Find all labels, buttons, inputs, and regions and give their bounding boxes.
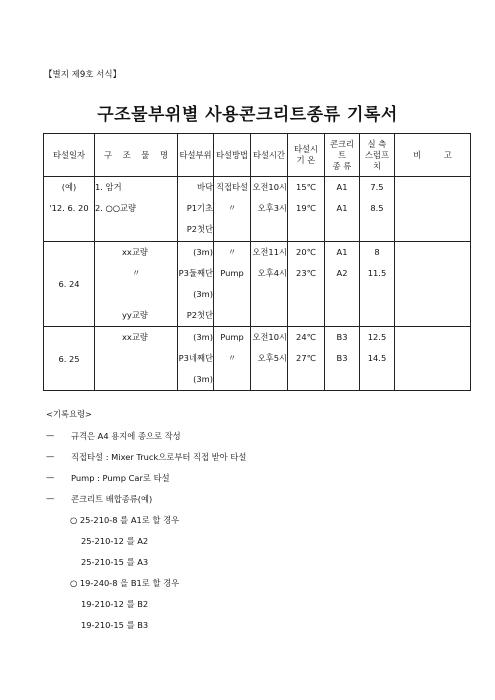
header-concrete-line1: 콘크리 — [329, 138, 355, 149]
method-value: Pump — [220, 332, 244, 342]
time-value: 오전10시 — [252, 182, 287, 192]
slump-value: 12.5 — [367, 332, 387, 342]
header-temp-line1: 타설시 — [293, 144, 319, 154]
mix-example: 19-210-15 를 B3 — [81, 620, 149, 630]
method-cell — [214, 327, 251, 391]
concrete-cell — [325, 327, 360, 391]
part-value: 바닥 — [196, 182, 213, 192]
guide-item: Pump : Pump Car로 타설 — [71, 473, 170, 483]
temperature-value: 24℃ — [296, 332, 316, 342]
method-value: 〃 — [227, 247, 237, 257]
method-value: 직접타설 — [215, 182, 249, 192]
temperature-value: 20℃ — [296, 247, 316, 257]
part-value: (3m) — [193, 332, 213, 342]
time-value: 오후5시 — [257, 353, 287, 363]
date-cell: 6. 25 — [44, 327, 95, 391]
mix-example: 25-210-12 를 A2 — [81, 536, 149, 546]
part-value: P3네째단 — [178, 353, 213, 363]
header-part: 타설부위 — [178, 134, 214, 177]
temperature-value: 19℃ — [296, 203, 316, 213]
date-line: '12. 6. 20 — [49, 203, 89, 213]
part-value: P1기초 — [186, 203, 213, 213]
record-table — [43, 133, 471, 391]
date-cell — [44, 177, 95, 242]
guide-heading: <기록요령> — [46, 409, 92, 419]
header-concrete-line3: 종 류 — [332, 160, 352, 171]
guide-bullet: — — [46, 451, 55, 461]
concrete-value: A1 — [336, 247, 348, 257]
part-value: P3둘째단 — [178, 268, 213, 278]
guide-bullet: — — [46, 430, 55, 440]
form-number: 【별지 제9호 서식】 — [44, 70, 122, 80]
structure-name: 2. ○○교량 — [95, 203, 137, 213]
header-slump-line3: 치 — [372, 160, 381, 171]
method-value: 〃 — [227, 203, 237, 213]
remarks-cell — [395, 327, 471, 391]
guide-bullet: — — [46, 493, 55, 503]
structure-cell — [95, 177, 178, 242]
header-concrete-line2: 트 — [337, 149, 346, 160]
part-value: (3m) — [193, 247, 213, 257]
method-cell — [214, 242, 251, 327]
time-cell — [251, 327, 288, 391]
remarks-cell — [395, 242, 471, 327]
time-cell — [251, 177, 288, 242]
header-slump-line2: 스럼프 — [364, 149, 390, 160]
part-value: (3m) — [193, 374, 213, 384]
header-concrete-type — [325, 134, 360, 177]
structure-name: yy교량 — [122, 310, 148, 320]
date-cell: 6. 24 — [44, 242, 95, 327]
structure-name: 〃 — [132, 268, 141, 278]
header-time: 타설시간 — [251, 134, 288, 177]
time-value: 오전11시 — [252, 247, 287, 257]
part-value: (3m) — [193, 289, 213, 299]
method-value: Pump — [220, 268, 244, 278]
concrete-value: A2 — [336, 268, 348, 278]
temperature-value: 27℃ — [296, 353, 316, 363]
part-cell — [178, 242, 214, 327]
slump-value: 8.5 — [370, 203, 384, 213]
part-value: P2첫단 — [186, 310, 213, 320]
slump-value: 8 — [374, 247, 380, 257]
part-value: P2첫단 — [186, 224, 213, 234]
method-value: 〃 — [227, 353, 237, 363]
temperature-cell — [288, 242, 325, 327]
structure-name: xx교량 — [122, 247, 148, 257]
mix-example: ○ 25-210-8 를 A1로 할 경우 — [70, 515, 180, 525]
slump-value: 11.5 — [367, 268, 387, 278]
concrete-value: A1 — [336, 182, 348, 192]
concrete-value: A1 — [336, 203, 348, 213]
table-row — [44, 327, 471, 391]
slump-cell — [360, 242, 395, 327]
temperature-value: 23℃ — [296, 268, 316, 278]
time-value: 오후3시 — [257, 203, 287, 213]
concrete-value: B3 — [336, 353, 348, 363]
guide-item: 콘크리트 배합종류(예) — [71, 494, 153, 504]
header-date: 타설일자 — [44, 134, 95, 177]
mix-example: 25-210-15 를 A3 — [81, 557, 149, 567]
concrete-value: B3 — [336, 332, 348, 342]
structure-name: 1. 암거 — [95, 182, 122, 192]
header-remarks: 비 고 — [395, 134, 471, 177]
date-line: (예) — [61, 182, 77, 192]
concrete-cell — [325, 242, 360, 327]
temperature-cell — [288, 177, 325, 242]
page-title: 구조물부위별 사용콘크리트종류 기록서 — [97, 105, 398, 125]
table-row — [44, 242, 471, 327]
header-temperature — [288, 134, 325, 177]
guide-bullet: — — [46, 472, 55, 482]
time-cell — [251, 242, 288, 327]
guide-item: 규격은 A4 용지에 종으로 작성 — [71, 431, 181, 441]
header-slump-line1: 실 측 — [367, 138, 387, 149]
header-temp-line2: 기 온 — [296, 155, 316, 165]
temperature-value: 15℃ — [296, 182, 316, 192]
method-cell — [214, 177, 251, 242]
header-method: 타설방법 — [214, 134, 251, 177]
concrete-cell — [325, 177, 360, 242]
slump-cell — [360, 327, 395, 391]
time-value: 오후4시 — [257, 268, 287, 278]
mix-example: ○ 19-240-8 을 B1로 할 경우 — [70, 578, 180, 588]
mix-example: 19-210-12 를 B2 — [81, 599, 149, 609]
slump-value: 14.5 — [367, 353, 387, 363]
header-row — [44, 134, 471, 177]
guide-item: 직접타설 : Mixer Truck으로부터 직접 받아 타설 — [71, 452, 247, 462]
structure-name: xx교량 — [122, 332, 148, 342]
header-slump — [360, 134, 395, 177]
table-row — [44, 177, 471, 242]
part-cell — [178, 327, 214, 391]
structure-cell — [95, 327, 178, 391]
header-structure: 구 조 물 명 — [95, 134, 178, 177]
structure-cell — [95, 242, 178, 327]
temperature-cell — [288, 327, 325, 391]
slump-value: 7.5 — [370, 182, 384, 192]
part-cell — [178, 177, 214, 242]
remarks-cell — [395, 177, 471, 242]
time-value: 오전10시 — [252, 332, 287, 342]
slump-cell — [360, 177, 395, 242]
